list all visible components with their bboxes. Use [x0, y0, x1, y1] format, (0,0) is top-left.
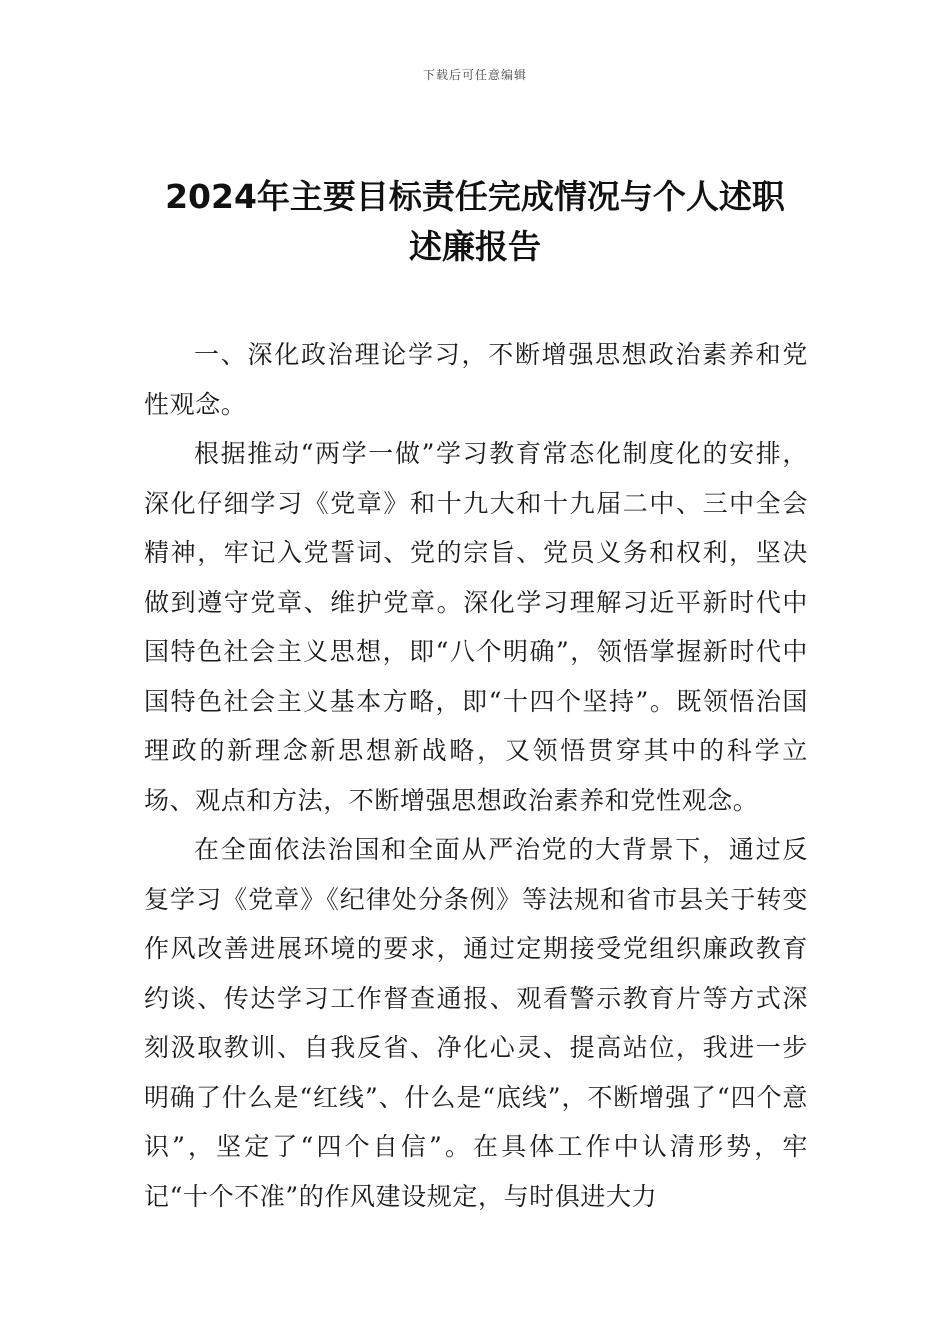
title-line-1: 2024年主要目标责任完成情况与个人述职	[165, 177, 785, 216]
body-paragraph: 根据推动“两学一做”学习教育常态化制度化的安排，深化仔细学习《党章》和十九大和十九届二中、三中全会精神，牢记入党誓词、党的宗旨、党员义务和权利，坚决做到遵守党章、维护党章。深化学习理解习近平新时代中国特色社会主义思想，即“八个明确”，领悟掌握新时代中国特色社会主义基本方略，即“十四个坚持”。既领悟治国理政的新理念新思想新战略，又领悟贯穿其中的科学立场、观点和方法，不断增强思想政治素养和党性观念。	[144, 439, 808, 815]
document-title	[120, 172, 830, 272]
header-note: 下载后可任意编辑	[422, 68, 527, 82]
section-heading-paragraph: 一、深化政治理论学习，不断增强思想政治素养和党性观念。	[144, 340, 808, 419]
body-paragraph: 在全面依法治国和全面从严治党的大背景下，通过反复学习《党章》《纪律处分条例》等法规和省市县关于转变作风改善进展环境的要求，通过定期接受党组织廉政教育约谈、传达学习工作督查通报、观看警示教育片等方式深刻汲取教训、自我反省、净化心灵、提高站位，我进一步明确了什么是“红线”、什么是“底线”，不断增强了“四个意识”，坚定了“四个自信”。在具体工作中认清形势，牢记“十个不准”的作风建设规定，与时俱进大力	[144, 835, 808, 1211]
document-body	[144, 330, 808, 1221]
title-line-2: 述廉报告	[409, 227, 541, 266]
